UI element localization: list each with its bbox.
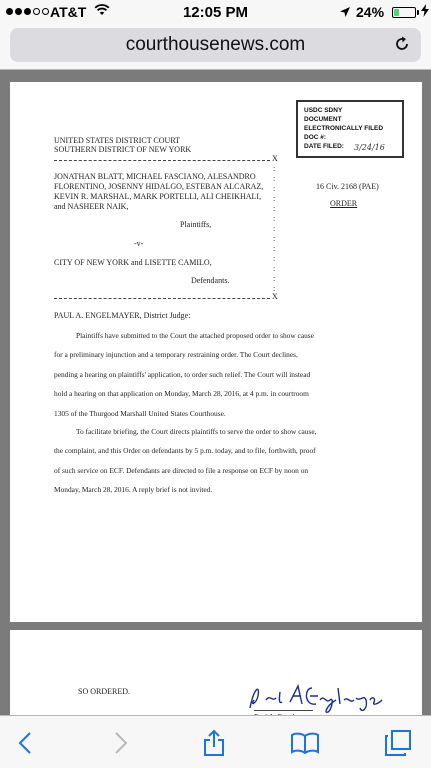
status-time: 12:05 PM — [182, 4, 249, 21]
order-title: ORDER — [330, 199, 358, 208]
charging-bolt-icon — [421, 4, 429, 20]
stamp-line: DOC #: — [304, 134, 327, 141]
bookmarks-button[interactable] — [290, 728, 320, 758]
status-bar — [0, 0, 431, 26]
paragraph-line: for a preliminary injunction and a temporary restraining order. The Court declines, — [54, 350, 298, 360]
caption-divider — [54, 160, 270, 161]
battery-icon — [392, 7, 416, 18]
book-icon — [290, 732, 320, 754]
paragraph-line: of such service on ECF. Defendants are directed to file a response on ECF by noon on — [54, 465, 309, 475]
forward-button[interactable] — [106, 728, 136, 758]
address-bar[interactable] — [10, 28, 421, 62]
document-page-1 — [10, 82, 422, 622]
browser-top-bar — [0, 0, 431, 70]
caption-x-mark: X — [272, 154, 278, 163]
battery-tip — [417, 10, 419, 15]
paragraph-line: Plaintiffs have submitted to the Court the attached proposed order to show cause — [76, 331, 314, 340]
stamp-line: ELECTRONICALLY FILED — [304, 125, 384, 132]
caption-colons: : : : : : : : : : : : : : — [273, 164, 276, 293]
paragraph-line: Monday, March 28, 2016. A reply brief is not invited. — [54, 485, 213, 495]
judge-line: PAUL A. ENGELMAYER, District Judge: — [54, 311, 191, 320]
back-button[interactable] — [10, 728, 40, 758]
url-text[interactable]: courthousenews.com — [125, 34, 306, 55]
chevron-right-icon — [114, 731, 128, 755]
plaintiffs-line: KEVIN R. MARSHAL, MARK PORTELLI, ALI CHEIKHALI, — [54, 192, 262, 201]
defendants-line: CITY OF NEW YORK and LISETTE CAMILO, — [54, 258, 212, 267]
plaintiffs-line: JONATHAN BLATT, MICHAEL FASCIANO, ALESANDRO — [54, 172, 256, 181]
paragraph-line: 1305 of the Thurgood Marshall United States Courthouse. — [54, 408, 226, 418]
caption-divider — [54, 298, 270, 299]
stamp-line: DATE FILED: — [304, 143, 344, 150]
caption-x-mark: X — [272, 292, 278, 301]
stamp-date-handwritten: 3/24/16 — [354, 143, 385, 152]
browser-toolbar — [0, 715, 431, 768]
filing-stamp — [296, 100, 404, 158]
plaintiffs-line: and NASHEER NAIK, — [54, 202, 129, 211]
plaintiffs-label: Plaintiffs, — [180, 220, 212, 229]
defendants-label: Defendants. — [191, 276, 230, 285]
reload-icon[interactable] — [393, 35, 411, 58]
case-number: 16 Civ. 2168 (PAE) — [316, 182, 379, 191]
versus-label: -v- — [134, 239, 144, 248]
paragraph-line: the complaint, and this Order on defendants by 5 p.m. today, and to file, forthwith, proof — [54, 446, 316, 456]
stamp-line: DOCUMENT — [304, 116, 342, 123]
paragraph-line: To facilitate briefing, the Court directs plaintiffs to serve the order to show cause, — [76, 427, 317, 436]
stamp-line: USDC SDNY — [304, 107, 343, 114]
paragraph-line: pending a hearing on plaintiffs' application, to order such relief. The Court will instead — [54, 369, 311, 379]
tabs-icon — [384, 729, 412, 757]
tabs-button[interactable] — [383, 728, 413, 758]
paragraph-line: hold a hearing on that application on Monday, March 28, 2016, at 4 p.m. in courtroom — [54, 389, 309, 399]
court-name: UNITED STATES DISTRICT COURT — [54, 136, 181, 145]
court-district: SOUTHERN DISTRICT OF NEW YORK — [54, 145, 192, 154]
so-ordered: SO ORDERED. — [78, 687, 131, 696]
battery-percent: 24% — [356, 4, 385, 20]
chevron-left-icon — [18, 731, 32, 755]
location-arrow-icon — [339, 5, 351, 21]
share-button[interactable] — [199, 728, 229, 758]
order-paragraph-1 — [54, 326, 384, 423]
carrier-name: AT&T — [50, 4, 87, 20]
plaintiffs-line: FLORENTINO, JOSENNY HIDALGO, ESTEBAN ALCARAZ, — [54, 182, 264, 191]
order-paragraph-2 — [54, 422, 384, 500]
share-icon — [203, 729, 225, 757]
